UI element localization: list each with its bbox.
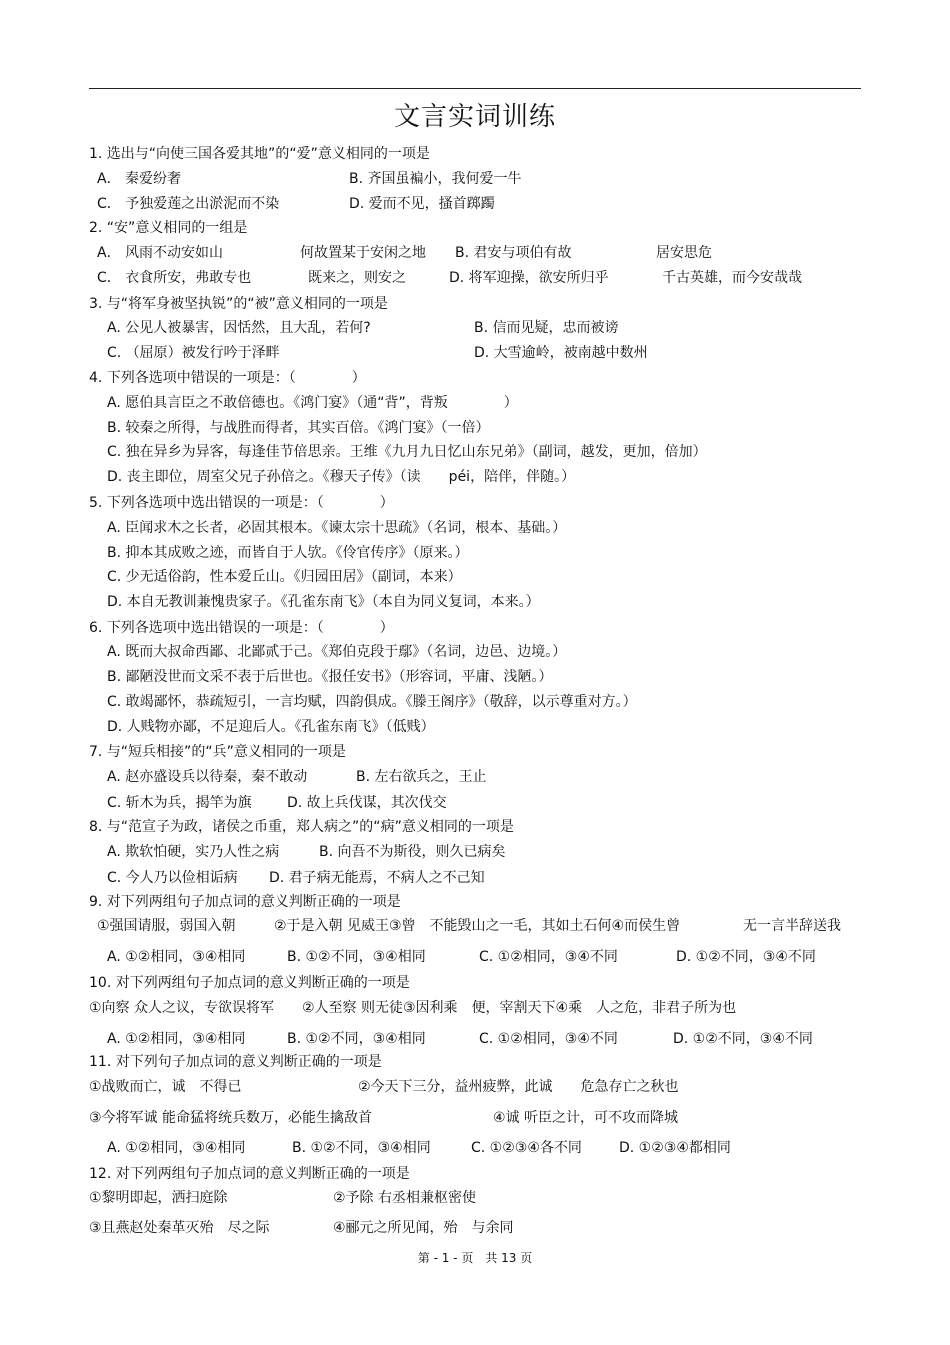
text-line: C. ①②相同，③④不同 <box>479 949 618 965</box>
text-line: D. ①②③④都相同 <box>619 1140 731 1156</box>
text-line: 7. 与“短兵相接”的“兵”意义相同的一项是 <box>89 744 346 760</box>
text-line: D. 将军迎操，欲安所归乎 <box>449 270 609 286</box>
text-line: ②于是入朝 见威王③曾 不能毁山之一毛，其如土石何④而侯生曾 <box>274 918 681 934</box>
text-line: ③今将军诚 能命猛将统兵数万，必能生擒敌首 <box>89 1110 372 1126</box>
text-line: D. 君子病无能焉，不病人之不己知 <box>269 870 485 886</box>
text-line: B. ①②不同，③④相同 <box>292 1140 431 1156</box>
text-line: A. 既而大叔命西鄙、北鄙贰于己。《郑伯克段于鄢》（名词，边邑、边境。） <box>107 644 567 660</box>
text-line: B. 抑本其成败之迹，而皆自于人欤。《伶官传序》（原来。） <box>107 545 469 561</box>
text-line: D. 丧主即位，周室父兄子孙倍之。《穆天子传》（读 péi，陪伴，伴随。） <box>107 469 576 485</box>
text-line: D. 大雪逾岭，被南越中数州 <box>474 345 648 361</box>
text-line: C. 斩木为兵，揭竿为旗 <box>107 795 252 811</box>
text-line: ①强国请服，弱国入朝 <box>97 918 236 934</box>
text-line: A. 公见人被暴害，因恬然，且大乱，若何? <box>107 320 371 336</box>
text-line: 3. 与“将军身被坚执锐”的“被”意义相同的一项是 <box>89 296 388 312</box>
text-line: B. 齐国虽褊小，我何爱一牛 <box>349 171 522 187</box>
text-line: D. 人贱物亦鄙，不足迎后人。《孔雀东南飞》（低贱） <box>107 719 435 735</box>
text-line: 无一言半辞送我 <box>743 918 841 934</box>
text-line: 11. 对下列句子加点词的意义判断正确的一项是 <box>89 1054 382 1070</box>
text-line: 千古英雄，而今安哉哉 <box>662 270 802 286</box>
text-line: C. （屈原）被发行吟于泽畔 <box>107 345 280 361</box>
text-line: B. 较秦之所得，与战胜而得者，其实百倍。《鸿门宴》（一倍） <box>107 420 490 436</box>
text-line: 1. 选出与“向使三国各爱其地”的“爱”意义相同的一项是 <box>89 146 430 162</box>
text-line: C． 予独爱莲之出淤泥而不染 <box>97 196 280 212</box>
text-line: C. ①②相同，③④不同 <box>479 1031 618 1047</box>
text-line: A. ①②相同，③④相同 <box>107 949 246 965</box>
text-line: 6. 下列各选项中选出错误的一项是：（ ） <box>89 620 394 636</box>
text-line: ②予除 右丞相兼枢密使 <box>333 1190 477 1206</box>
text-line: 何故置某于安闲之地 <box>300 245 426 261</box>
header-rule <box>89 88 861 89</box>
text-line: B. ①②不同，③④相同 <box>287 1031 426 1047</box>
text-line: ①向察 众人之议，专欲误将军 ②人至察 则无徒③因利乘 便，宰割天下④乘 人之危，非君子所为也 <box>89 1000 737 1016</box>
text-line: 既来之，则安之 <box>308 270 406 286</box>
text-line: D. 故上兵伐谋，其次伐交 <box>287 795 447 811</box>
text-line: A. ①②相同，③④相同 <box>107 1140 246 1156</box>
text-line: 居安思危 <box>656 245 712 261</box>
text-line: D. ①②不同，③④不同 <box>676 949 816 965</box>
text-line: ④郦元之所见闻，殆 与余同 <box>333 1220 514 1236</box>
text-line: 5. 下列各选项中选出错误的一项是：（ ） <box>89 495 394 511</box>
text-line: C． 衣食所安，弗敢专也 <box>97 270 252 286</box>
text-line: ②今天下三分，益州疲弊，此诚 危急存亡之秋也 <box>358 1079 679 1095</box>
text-line: C. 今人乃以俭相诟病 <box>107 870 238 886</box>
text-line: B. 向吾不为斯役，则久已病矣 <box>319 844 506 860</box>
text-line: C. 少无适俗韵，性本爱丘山。《归园田居》（副词，本来） <box>107 569 462 585</box>
text-line: ①战败而亡，诚 不得已 <box>89 1079 242 1095</box>
text-line: A. 愿伯具言臣之不敢倍德也。《鸿门宴》（通“背”，背叛 ） <box>107 395 518 411</box>
text-line: C. 敢竭鄙怀，恭疏短引，一言均赋，四韵俱成。《滕王阁序》（敬辞，以示尊重对方。） <box>107 694 637 710</box>
text-line: B. 左右欲兵之，王止 <box>356 769 487 785</box>
page-footer: 第 - 1 - 页 共 13 页 <box>417 1251 533 1265</box>
text-line: ③且燕赵处秦革灭殆 尽之际 <box>89 1220 270 1236</box>
text-line: A. 欺软怕硬，实乃人性之病 <box>107 844 280 860</box>
text-line: D. 本自无教训兼愧贵家子。《孔雀东南飞》（本自为同义复词，本来。） <box>107 594 540 610</box>
text-line: 9. 对下列两组句子加点词的意义判断正确的一项是 <box>89 894 401 910</box>
text-line: B. 鄙陋没世而文采不表于后世也。《报任安书》（形容词，平庸、浅陋。） <box>107 669 553 685</box>
text-line: A． 风雨不动安如山 <box>97 245 224 261</box>
text-line: D. 爱而不见，搔首踯躅 <box>349 196 495 212</box>
text-line: 2. “安”意义相同的一组是 <box>89 220 248 236</box>
text-line: 12. 对下列两组句子加点词的意义判断正确的一项是 <box>89 1166 410 1182</box>
text-line: C. ①②③④各不同 <box>471 1140 582 1156</box>
text-line: A. ①②相同，③④相同 <box>107 1031 246 1047</box>
text-line: 4. 下列各选项中错误的一项是：（ ） <box>89 370 366 386</box>
text-line: 10. 对下列两组句子加点词的意义判断正确的一项是 <box>89 975 410 991</box>
text-line: D. ①②不同，③④不同 <box>673 1031 813 1047</box>
text-line: A. 赵亦盛设兵以待秦，秦不敢动 <box>107 769 308 785</box>
text-line: C. 独在异乡为异客，每逢佳节倍思亲。王维《九月九日忆山东兄弟》（副词，越发，更加，倍加） <box>107 444 707 460</box>
text-line: 8. 与“范宣子为政，诸侯之币重，郑人病之”的“病”意义相同的一项是 <box>89 819 514 835</box>
text-line: B. ①②不同，③④相同 <box>287 949 426 965</box>
text-line: B. 信而见疑，忠而被谤 <box>474 320 619 336</box>
text-line: B. 君安与项伯有故 <box>455 245 572 261</box>
text-line: ①黎明即起，洒扫庭除 <box>89 1190 228 1206</box>
text-line: A． 秦爱纷奢 <box>97 171 182 187</box>
text-line: ④诚 听臣之计，可不攻而降城 <box>493 1110 679 1126</box>
text-line: A. 臣闻求木之长者，必固其根本。《谏太宗十思疏》（名词，根本、基础。） <box>107 520 567 536</box>
page-title: 文言实词训练 <box>393 102 556 132</box>
